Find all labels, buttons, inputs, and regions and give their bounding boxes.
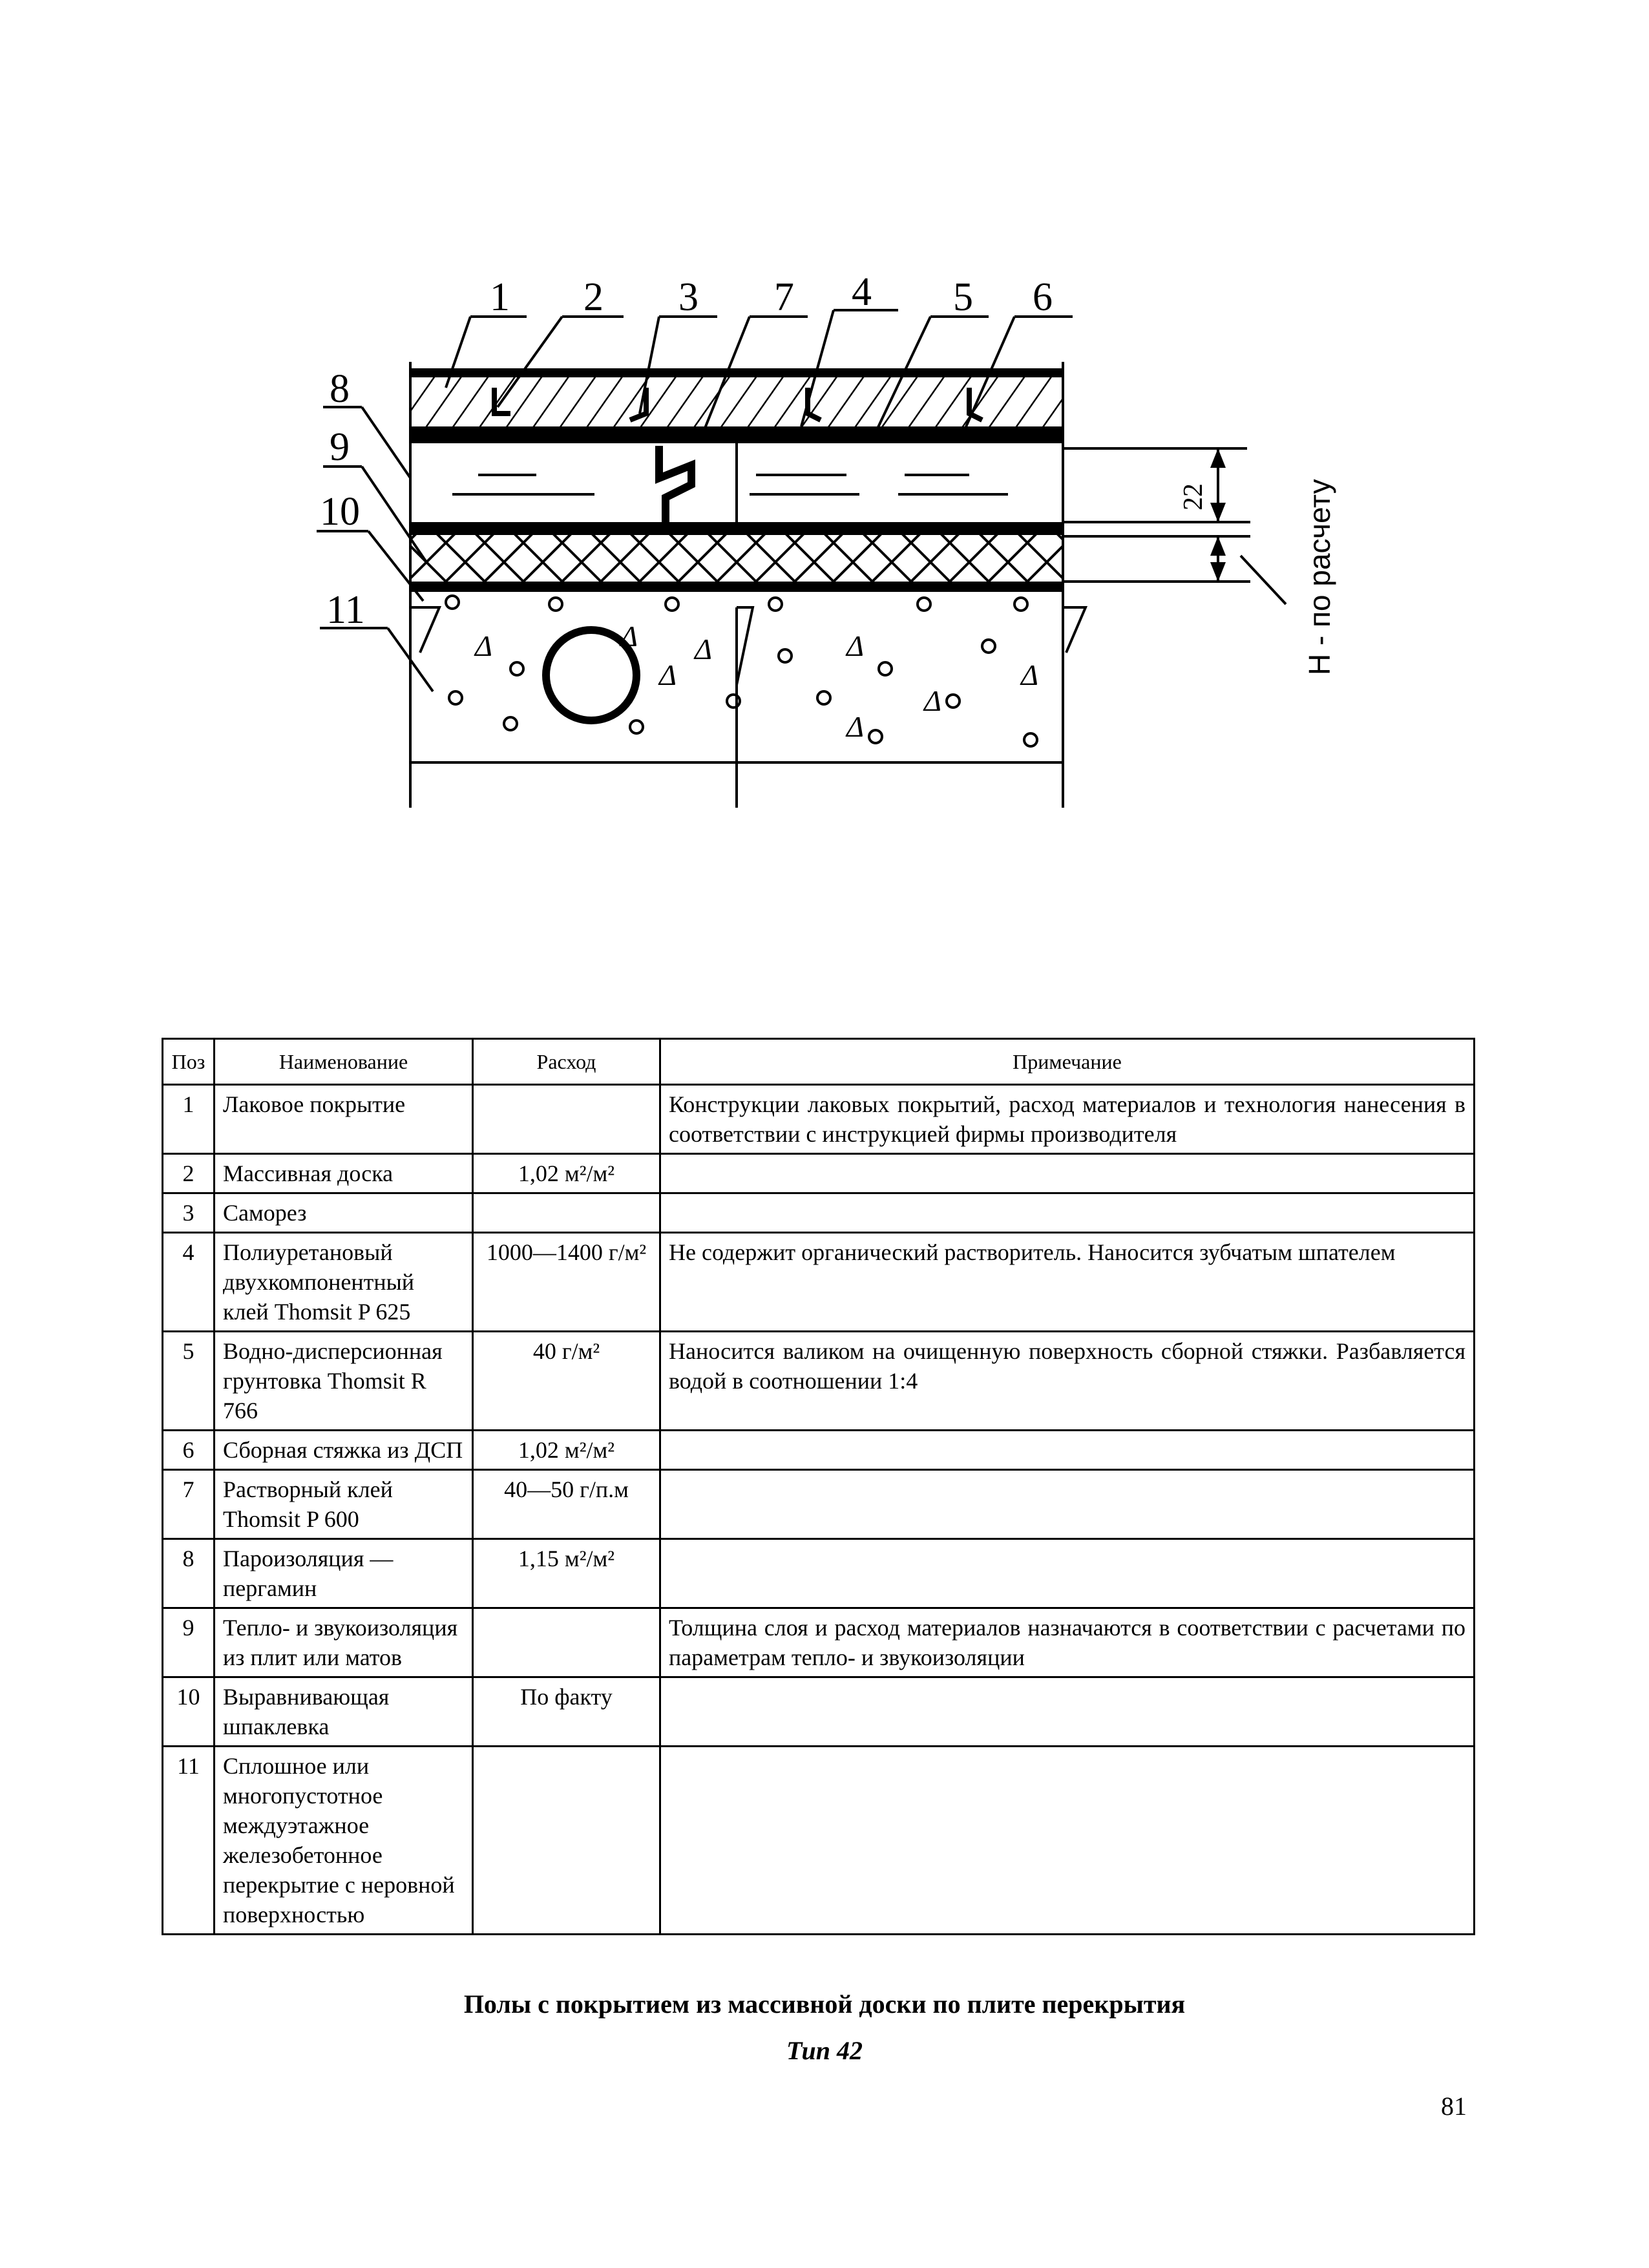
cell-note xyxy=(660,1470,1475,1539)
cell-pos: 3 xyxy=(163,1193,215,1233)
header-pos: Поз xyxy=(163,1039,215,1085)
cell-note xyxy=(660,1539,1475,1608)
table-row xyxy=(163,1085,1475,1154)
svg-text:Δ: Δ xyxy=(695,633,712,666)
cell-note: Толщина слоя и расход материалов назначаются в соответствии с расчетами по параметрам тепло- и звукоизоляции xyxy=(660,1608,1475,1677)
height-note: H - по расчету xyxy=(1303,479,1336,675)
cell-pos: 5 xyxy=(163,1332,215,1431)
svg-text:Δ: Δ xyxy=(659,658,677,691)
cell-consumption xyxy=(473,1608,660,1677)
cell-consumption xyxy=(473,1193,660,1233)
cell-pos: 9 xyxy=(163,1608,215,1677)
cell-note: Конструкции лаковых покрытий, расход материалов и технология нанесения в соответствии с инструкцией фирмы производителя xyxy=(660,1085,1475,1154)
header-consumption: Расход xyxy=(473,1039,660,1085)
cell-consumption: 1,02 м²/м² xyxy=(473,1154,660,1193)
cell-pos: 1 xyxy=(163,1085,215,1154)
materials-table xyxy=(162,1038,1475,1935)
cell-note xyxy=(660,1677,1475,1747)
cell-consumption: 1,02 м²/м² xyxy=(473,1431,660,1470)
table-row xyxy=(163,1470,1475,1539)
cell-note: Наносится валиком на очищенную поверхность сборной стяжки. Разбавляется водой в соотношении 1:4 xyxy=(660,1332,1475,1431)
cell-pos: 10 xyxy=(163,1677,215,1747)
cell-consumption: 1000—1400 г/м² xyxy=(473,1233,660,1332)
caption-title: Полы с покрытием из массивной доски по плите перекрытия xyxy=(463,1990,1186,2019)
svg-text:Δ: Δ xyxy=(846,710,864,743)
cell-consumption: 40—50 г/п.м xyxy=(473,1470,660,1539)
cell-name: Сборная стяжка из ДСП xyxy=(215,1431,473,1470)
svg-text:Δ: Δ xyxy=(475,629,492,662)
cell-name: Саморез xyxy=(215,1193,473,1233)
callout-2: 2 xyxy=(583,275,604,319)
cell-consumption xyxy=(473,1747,660,1935)
callout-10: 10 xyxy=(320,490,360,534)
cell-name: Лаковое покрытие xyxy=(215,1085,473,1154)
callout-9: 9 xyxy=(330,425,350,469)
cell-note xyxy=(660,1431,1475,1470)
cell-note: Не содержит органический растворитель. Наносится зубчатым шпателем xyxy=(660,1233,1475,1332)
table-row xyxy=(163,1332,1475,1431)
cell-name: Тепло- и звукоизоляция из плит или матов xyxy=(215,1608,473,1677)
cell-pos: 8 xyxy=(163,1539,215,1608)
table-row xyxy=(163,1539,1475,1608)
cell-consumption xyxy=(473,1085,660,1154)
cell-name: Водно-дисперсионная грунтовка Thomsit R 766 xyxy=(215,1332,473,1431)
table-row xyxy=(163,1431,1475,1470)
svg-text:Δ: Δ xyxy=(924,684,941,717)
callout-8: 8 xyxy=(330,367,350,411)
callout-7: 7 xyxy=(774,275,794,319)
cell-note xyxy=(660,1747,1475,1935)
table-row xyxy=(163,1154,1475,1193)
table-row xyxy=(163,1747,1475,1935)
svg-text:Δ: Δ xyxy=(1021,658,1038,691)
cell-name: Выравнивающая шпаклевка xyxy=(215,1677,473,1747)
cell-name: Полиуретановый двухкомпонентный клей Thomsit P 625 xyxy=(215,1233,473,1332)
cell-pos: 11 xyxy=(163,1747,215,1935)
callout-5: 5 xyxy=(953,275,973,319)
cell-note xyxy=(660,1193,1475,1233)
svg-text:Δ: Δ xyxy=(620,620,638,653)
table-row xyxy=(163,1677,1475,1747)
callout-1: 1 xyxy=(490,275,510,319)
callout-3: 3 xyxy=(678,275,698,319)
cell-name: Массивная доска xyxy=(215,1154,473,1193)
dimension-22: 22 xyxy=(1179,483,1208,510)
cell-name: Растворный клей Thomsit P 600 xyxy=(215,1470,473,1539)
cell-name: Пароизоляция — пергамин xyxy=(215,1539,473,1608)
page-number: 81 xyxy=(1441,2092,1467,2121)
caption-type: Тип 42 xyxy=(786,2036,863,2065)
cell-pos: 4 xyxy=(163,1233,215,1332)
table-header-row xyxy=(163,1039,1475,1085)
table-row xyxy=(163,1608,1475,1677)
cell-consumption: По факту xyxy=(473,1677,660,1747)
cell-pos: 7 xyxy=(163,1470,215,1539)
callout-6: 6 xyxy=(1033,275,1053,319)
header-note: Примечание xyxy=(660,1039,1475,1085)
cell-pos: 6 xyxy=(163,1431,215,1470)
cell-name: Сплошное или многопустотное междуэтажное железобетонное перекрытие с неровной поверхностью xyxy=(215,1747,473,1935)
table-row xyxy=(163,1193,1475,1233)
cell-consumption: 40 г/м² xyxy=(473,1332,660,1431)
callout-4: 4 xyxy=(852,270,872,314)
floor-section-drawing xyxy=(0,0,1649,937)
cell-consumption: 1,15 м²/м² xyxy=(473,1539,660,1608)
cell-pos: 2 xyxy=(163,1154,215,1193)
header-name: Наименование xyxy=(215,1039,473,1085)
cell-note xyxy=(660,1154,1475,1193)
table-row xyxy=(163,1233,1475,1332)
callout-11: 11 xyxy=(326,588,365,632)
svg-text:Δ: Δ xyxy=(846,629,864,662)
